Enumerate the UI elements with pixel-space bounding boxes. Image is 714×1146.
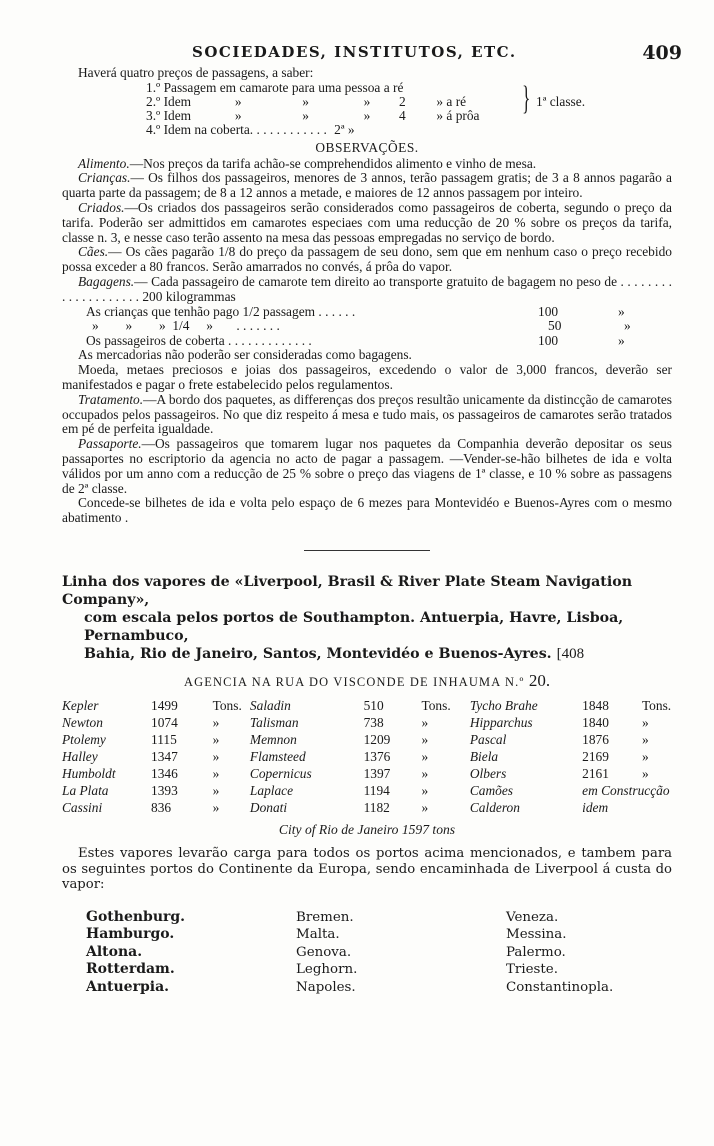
- fare-desc: Idem na coberta. . . . . . . . . . . .: [163, 122, 327, 138]
- ship-name: Laplace: [249, 782, 294, 798]
- label: Criados.: [78, 200, 125, 215]
- fare-desc: Idem: [163, 108, 192, 124]
- ship-tonnage: idem: [582, 799, 609, 815]
- port-item: Hamburgo.: [86, 926, 175, 943]
- text: — Os filhos dos passageiros, menores de 3 annos, terão passagem gratis; de 3 a 8 annos pagarão a quarta parte da passagem; de 8 a 12 annos a metade, e maiores de 12 annos passagem por inteiro.: [62, 170, 672, 201]
- ship-name: Tycho Brahe: [469, 697, 538, 713]
- section-divider: [304, 550, 430, 551]
- ship-tonnage: 1848: [582, 697, 609, 713]
- text: —Os criados dos passageiros serão considerados como passageiros de coberta, segundo o preço da tarifa. Poderão ser admittidos em camarotes especiaes com uma reducção de 20 % sobre os preços da tarifa, classe n. 3, e nesse caso terão assento na mesa das pessoas empregadas no serviço de bordo.: [62, 200, 672, 245]
- port-item: Rotterdam.: [86, 961, 175, 978]
- ditto-mark: »: [363, 108, 371, 124]
- ship-tonnage: 836: [151, 799, 172, 815]
- fares-table: [146, 81, 672, 138]
- ship-tonnage: 1876: [582, 731, 609, 747]
- label: Tratamento.: [78, 391, 144, 407]
- ship-tonnage: 1376: [363, 748, 391, 764]
- bag-value: 50: [548, 318, 562, 334]
- bag-value: 100: [538, 303, 559, 319]
- agencia-line: [62, 671, 672, 691]
- fare-ref: » a ré: [436, 94, 467, 109]
- ship-row: [62, 799, 672, 816]
- text: —A bordo dos paquetes, as differenças dos preços resultão unicamente da distincção de camarotes occupados pelos passageiros. No que diz respeito á mesa e tudo mais, os passageiros de camarotes serão tratados em pé de perfeita igualdade.: [62, 391, 672, 437]
- ditto-mark: »: [302, 94, 309, 109]
- obs-alimento: [62, 157, 672, 172]
- port-item: Antuerpia.: [86, 979, 170, 996]
- ports-list: [86, 909, 672, 997]
- obs-bagagens: [62, 275, 672, 305]
- port-item: Palermo.: [506, 944, 566, 960]
- bag-label: Os passageiros de coberta . . . . . . . . . . . . .: [86, 332, 312, 348]
- ship-name: Biela: [469, 748, 499, 764]
- fare-desc: Idem: [163, 94, 192, 109]
- ship-tonnage: 510: [363, 697, 384, 713]
- text: — Cada passageiro de camarote tem direito ao transporte gratuito de bagagem no peso de . . . . . . . . . . . . . . . . . . . .: [62, 273, 672, 304]
- ship-unit: »: [212, 748, 220, 764]
- fare-row-3: [146, 109, 672, 123]
- obs-caes: [62, 245, 672, 275]
- ship-name: Humboldt: [62, 765, 116, 781]
- port-item: Napoles.: [296, 980, 356, 996]
- ship-name: Memnon: [249, 731, 297, 747]
- ship-tonnage: 1194: [363, 782, 390, 798]
- ship-row: [62, 765, 672, 782]
- ship-unit: »: [421, 765, 429, 781]
- fare-persons: 2: [399, 94, 406, 109]
- port-item: Gothenburg.: [86, 908, 186, 925]
- ship-unit: »: [421, 714, 429, 730]
- page: [62, 40, 682, 997]
- ship-unit: »: [421, 782, 429, 798]
- fare-num: 1.º: [146, 79, 161, 95]
- fare-num: 2.º: [146, 94, 161, 109]
- ditto-mark: »: [618, 303, 625, 319]
- text: — Os cães pagarão 1/8 do preço da passagem de seu dono, sem que em nenhum caso o preço recebido possa exceder a 80 francos. Serão amarrados no convés, á prôa do vapor.: [62, 244, 672, 275]
- ship-name: Talisman: [249, 714, 299, 730]
- ship-row: [62, 731, 672, 748]
- port-item: Leghorn.: [296, 962, 358, 978]
- label: Cães.: [78, 244, 109, 260]
- bagagem-value: 200: [142, 288, 163, 304]
- bag-value: 100: [538, 332, 559, 348]
- ditto-mark: »: [234, 108, 242, 124]
- ship-tonnage: 1346: [151, 765, 178, 781]
- ship-unit: »: [212, 799, 220, 815]
- ship-name: Copernicus: [249, 765, 312, 781]
- ship-name: Hipparchus: [469, 714, 533, 730]
- ditto-mark: »: [624, 318, 631, 334]
- cargo-paragraph: Estes vapores levarão carga para todos os portos acima mencionados, e tambem para os seguintes portos do Continente da Europa, sendo encaminhada de Liverpool á custa do vapor:: [62, 845, 672, 893]
- fare-ref: a ré: [383, 79, 404, 95]
- city-of-rio-line: City of Rio de Janeiro 1597 tons: [278, 821, 456, 837]
- port-item: Trieste.: [506, 962, 558, 978]
- ship-unit: »: [641, 731, 649, 747]
- ship-tonnage: em Construcção: [582, 782, 670, 798]
- page-number: 409: [642, 42, 682, 64]
- bag-row: [62, 334, 672, 349]
- fare-row-4: [146, 123, 672, 137]
- ship-name: Ptolemy: [62, 731, 106, 747]
- fleet-table-body: [62, 697, 672, 816]
- fare-class: 2ª »: [334, 122, 355, 138]
- ship-unit: »: [641, 748, 649, 764]
- header-title: SOCIEDADES, INSTITUTOS, ETC.: [192, 43, 517, 61]
- fleet-table: [62, 697, 672, 816]
- fare-persons: 4: [399, 108, 406, 124]
- running-header: [62, 40, 682, 66]
- linha-title-line: Linha dos vapores de «Liverpool, Brasil & River Plate Steam Navigation Company»,: [62, 573, 633, 608]
- port-item: Constantinopla.: [506, 980, 614, 996]
- label: Passaporte.: [78, 436, 142, 452]
- fare-num: 3.º: [146, 108, 161, 124]
- ship-unit: Tons.: [421, 697, 451, 713]
- bagagem-rows: [62, 305, 672, 349]
- obs-passaporte: [62, 437, 672, 496]
- ship-row: [62, 748, 672, 765]
- fare-row-1: [146, 81, 672, 95]
- ship-name: Newton: [62, 714, 103, 730]
- linha-title-line: com escala pelos portos de Southampton. Antuerpia, Havre, Lisboa, Pernambuco,: [84, 609, 624, 644]
- ship-row: [62, 697, 672, 714]
- bag-label: » » » 1/4 » . . . . . . .: [92, 318, 280, 334]
- obs-mercadorias: As mercadorias não poderão ser consideradas como bagagens.: [78, 347, 412, 363]
- ship-name: La Plata: [62, 782, 109, 798]
- ship-name: Flamsteed: [249, 748, 306, 764]
- ditto-mark: »: [302, 108, 309, 124]
- label: Crianças.: [78, 170, 131, 186]
- fare-desc: Passagem em camarote para uma pessoa: [163, 79, 381, 95]
- ship-unit: »: [421, 748, 429, 764]
- ditto-mark: »: [363, 94, 371, 109]
- bag-label: As crianças que tenhão pago 1/2 passagem . . . . . .: [86, 303, 356, 319]
- port-item: Malta.: [296, 927, 340, 943]
- ship-unit: »: [641, 765, 649, 781]
- ditto-mark: »: [234, 94, 242, 109]
- port-item: Altona.: [86, 943, 143, 960]
- agencia-text: AGENCIA NA RUA DO VISCONDE DE INHAUMA N.º: [183, 674, 525, 689]
- fares-brace: }: [522, 79, 531, 117]
- label: Bagagens.: [78, 273, 135, 289]
- text: —Nos preços da tarifa achão-se comprehendidos alimento e vinho de mesa.: [129, 155, 537, 171]
- linha-title-line: [62, 645, 672, 663]
- fares-intro: Haverá quatro preços de passagens, a saber:: [78, 65, 314, 80]
- ship-unit: Tons.: [641, 697, 672, 713]
- ship-unit: »: [212, 765, 220, 781]
- bag-row: [62, 305, 672, 320]
- ship-row: [62, 714, 672, 731]
- ship-tonnage: 1074: [151, 714, 178, 730]
- port-item: Veneza.: [506, 909, 559, 925]
- obs-concede: Concede-se bilhetes de ida e volta pelo espaço de 6 mezes para Montevidéo e Buenos-Ayres com o mesmo abatimento .: [62, 495, 672, 526]
- linha-title-text: Bahia, Rio de Janeiro, Santos, Montevidéo e Buenos-Ayres.: [84, 645, 552, 662]
- ship-unit: »: [641, 714, 649, 730]
- ship-tonnage: 2161: [582, 765, 609, 781]
- ship-unit: Tons.: [212, 697, 242, 713]
- ship-unit: »: [212, 731, 220, 747]
- ditto-mark: »: [618, 332, 625, 348]
- ship-tonnage: 1182: [363, 799, 390, 815]
- obs-criados: [62, 201, 672, 245]
- agencia-number: 20.: [528, 670, 551, 690]
- ship-tonnage: 1347: [151, 748, 178, 764]
- ship-tonnage: 1840: [582, 714, 609, 730]
- ship-name: Halley: [62, 748, 98, 764]
- ship-name: Olbers: [469, 765, 507, 781]
- ship-name: Calderon: [469, 799, 520, 815]
- ship-tonnage: 1499: [151, 697, 178, 713]
- ship-row: [62, 782, 672, 799]
- fare-num: 4.º: [146, 122, 161, 138]
- ship-name: Saladin: [249, 697, 291, 713]
- fares-class-label: 1ª classe.: [536, 93, 586, 109]
- ship-unit: »: [421, 799, 429, 815]
- ship-name: Cassini: [62, 799, 103, 815]
- port-item: Messina.: [506, 927, 567, 943]
- ship-name: Pascal: [469, 731, 507, 747]
- port-item: Genova.: [296, 944, 352, 960]
- port-item: Bremen.: [296, 909, 354, 925]
- obs-moeda: Moeda, metaes preciosos e joias dos passageiros, excedendo o valor de 3,000 francos, deverão ser manifestados e pagar o frete estabelecido pelos regulamentos.: [62, 362, 672, 392]
- ship-name: Camões: [469, 782, 514, 798]
- bag-row: [62, 319, 672, 334]
- observacoes-heading: OBSERVAÇÕES.: [315, 139, 419, 155]
- text: —Os passageiros que tomarem lugar nos paquetes da Companhia deverão depositar os seus passaportes no escriptorio da agencia no acto de pagar a passagem. —Vender-se-hão bilhetes de ida e volta válidos por um anno com a reducção de 25 % sobre o preço das viagens de 1ª classe, e 10 % sobre as passagens de 2ª classe.: [62, 436, 672, 496]
- ship-tonnage: 1393: [151, 782, 178, 798]
- ship-unit: »: [421, 731, 429, 747]
- cross-reference: [408: [556, 645, 585, 662]
- fare-row-2: [146, 95, 672, 109]
- obs-tratamento: [62, 393, 672, 437]
- ship-unit: »: [212, 782, 220, 798]
- ship-tonnage: 2169: [582, 748, 609, 764]
- label: Alimento.: [78, 155, 130, 171]
- obs-criancas: [62, 171, 672, 201]
- ship-name: Donati: [249, 799, 288, 815]
- fare-ref: » á prôa: [436, 108, 480, 124]
- linha-title: [62, 573, 672, 663]
- ship-tonnage: 1115: [151, 731, 177, 747]
- ship-tonnage: 1397: [363, 765, 391, 781]
- ship-name: Kepler: [62, 697, 99, 713]
- ship-unit: »: [212, 714, 220, 730]
- ship-tonnage: 738: [363, 714, 384, 730]
- bagagem-unit: kilogrammas: [165, 288, 236, 304]
- ship-tonnage: 1209: [363, 731, 391, 747]
